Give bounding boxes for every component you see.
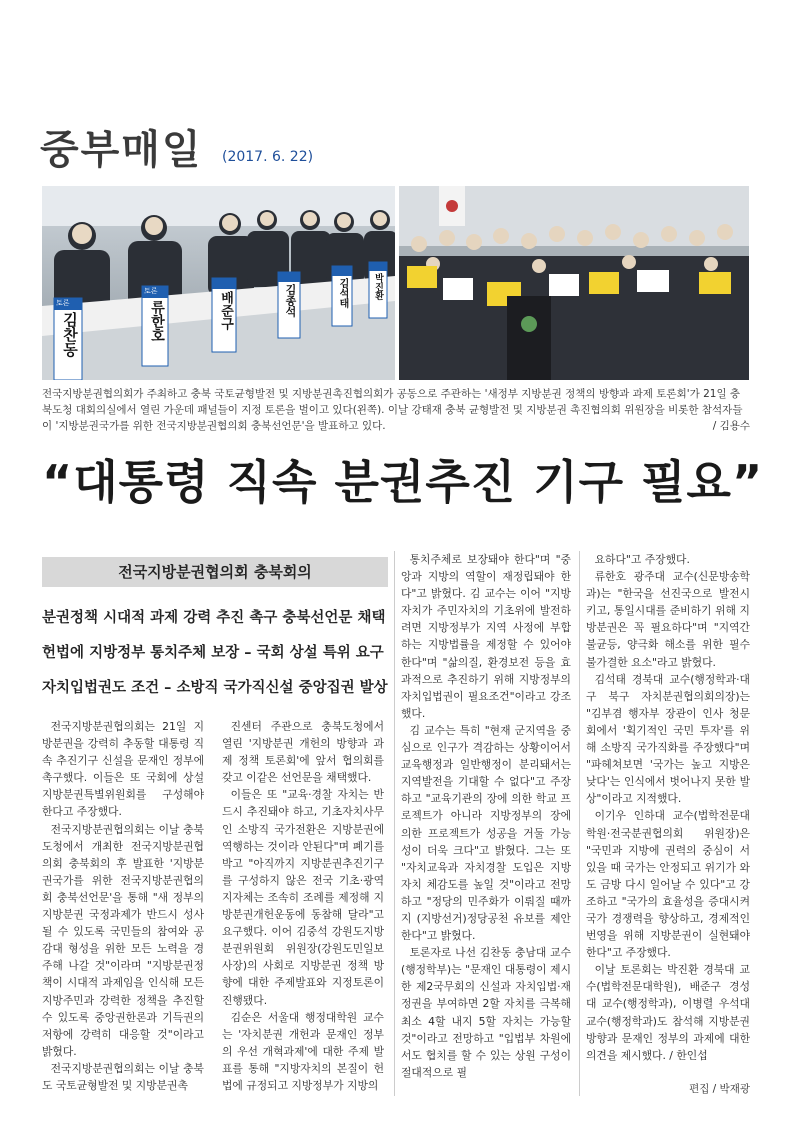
column-divider <box>394 551 395 1096</box>
headline: “대통령 직속 분권추진 기구 필요” <box>42 455 764 509</box>
paragraph: 김석태 경북대 교수(행정학과·대구 북구 자치분권협의회의장)는 "김부겸 행자부 장관이 인사 청문회에서 '획기적인 국민 투자'를 위해 소방직 국가직화를 주장했다"며 "파헤쳐보면 '국가는 높고 지방은 낮다'는 인식에서 벗어나지 못한 발상"이라고 지적했다. <box>586 672 750 806</box>
nameplate-label: 박진환 <box>373 273 383 300</box>
kicker: 전국지방분권협의회 충북회의 <box>42 557 388 587</box>
nameplate-tag: 토론 <box>56 299 70 307</box>
paragraph: 김 교수는 특히 "현재 군지역을 중심으로 인구가 격감하는 상황이어서 교육행정과 일반행정이 분리돼서는 지역발전을 기대할 수 없다"고 주장하고 "교육기관의 장에 의한 학교 프로젝트가 아니라 지방정부의 장에 의한 프로젝트가 성공을 거둘 가능성이 더욱 크다"고 밝혔다. 그는 또 "자치교육과 자치경찰 도입은 지방자치 체감도를 높일 것"이라고 전망하고 "정당의 민주화가 이뤄질 때까지 (지방선거)정당공천 유보를 제안한다"고 밝혔다. <box>401 723 571 943</box>
body-column-3 <box>401 551 571 1091</box>
paragraph: 이기우 인하대 교수(법학전문대학원·전국분권협의회 위원장)은 "국민과 지방에 권력의 중심이 서 있을 때 국가는 안정되고 위기가 와도 금방 다시 일어날 수 있다"고 강조하고 "국가의 효율성을 증대시켜 국가 경쟁력을 향상하고, 경제적인 번영을 위해 지방분권이 실현돼야 한다"고 주장했다. <box>586 809 750 960</box>
declaration-photo <box>399 186 749 380</box>
paragraph: 토론자로 나선 김찬동 충남대 교수(행정학부)는 "문재인 대통령이 제시한 제2국무회의 신설과 자치입법·재정권을 부여하면 2할 자치를 극복해 최소 4할 내지 5할 자치는 가능할 것"이라고 전망하고 "입법부 차원에서도 협치를 할 수 있는 상원 구성이 절대적으로 필 <box>401 946 571 1079</box>
panel-discussion-photo <box>42 186 395 380</box>
nameplate-label: 류한호 <box>149 300 165 342</box>
nameplate-label: 배준구 <box>218 291 233 330</box>
nameplate-label: 김석태 <box>337 278 348 308</box>
photo-caption <box>42 386 750 434</box>
editor-credit: 편집 / 박재광 <box>689 1083 750 1095</box>
paragraph: 김순은 서울대 행정대학원 교수는 '자치분권 개헌과 문재인 정부의 우선 개혁과제'에 대한 주제 발표를 통해 "지방자치의 본질이 헌법에 규정되고 지방정부가 지방의 <box>222 1010 384 1092</box>
body-column-4 <box>586 551 750 1071</box>
publication-date: (2017. 6. 22) <box>222 149 314 165</box>
photo-credit: / 김용수 <box>712 420 750 432</box>
paragraph: 요하다"고 주장했다. <box>594 553 690 566</box>
column-divider <box>579 551 580 1096</box>
body-column-2 <box>222 718 384 1096</box>
paragraph: 진센터 주관으로 충북도청에서 열린 '지방분권 개헌의 방향과 과제 정책 토론회'에 앞서 협의회를 갖고 이같은 선언문을 채택했다. <box>222 720 384 785</box>
newspaper-logo: 중부매일 <box>40 127 203 173</box>
body-column-1 <box>42 718 204 1096</box>
nameplate-tag: 토론 <box>144 287 158 295</box>
nameplate-label: 김종석 <box>284 284 297 317</box>
paragraph: 이들은 또 "교육·경찰 자치는 반드시 추진돼야 하고, 기초자치사무인 소방직 국가전환은 지방분권에 역행하는 것이라 안된다"며 폐기를 박고 "아직까지 지방분권추진기구를 구성하지 않은 전국 기초·광역지자체는 조속히 조례를 제정해 지방분권개헌운동에 동참해 달라"고 요구했다. 이어 김중석 강원도지방분권위원회 위원장(강원도민일보 사장)의 사회로 지방분권 정책 방향에 대한 주제발표와 지정토론이 진행됐다. <box>222 788 384 1007</box>
paragraph: 이날 토론회는 박진환 경북대 교수(법학전문대학원), 배준구 경성대 교수(행정학과), 이병렬 우석대 교수(행정학과)도 참석해 지방분권 방향과 문재인 정부의 과제에 대한 의견을 제시했다. / 한인섭 <box>586 963 750 1062</box>
caption-text: 전국지방분권협의회가 주최하고 충북 국토균형발전 및 지방분권촉진협의회가 공동으로 주관하는 '새정부 지방분권 정책의 방향과 과제 토론회'가 21일 충북도청 대회의실에서 열린 가운데 패널들이 지정 토론을 벌이고 있다(왼쪽). 이날 강태재 충북 균형발전 및 지방분권 촉진협의회 위원장을 비롯한 참석자들이 '지방분권국가를 위한 전국지방분권협의회 충북선언문'을 발표하고 있다. <box>42 388 743 432</box>
nameplate-label: 김찬동 <box>61 312 79 357</box>
paragraph: 전국지방분권협의회는 이날 충북도청에서 개최한 전국지방분권협의회 충북회의 후 발표한 '지방분권국가를 위한 전국지방분권협의회 충북선언문'을 통해 "새 정부의 지방분권 국정과제가 반드시 성사될 수 있도록 국민들의 참여와 공감대 형성을 위한 모든 노력을 경주해 나갈 것"이라며 "지방분권정책이 시대적 과제임을 인식해 모든 지방주민과 강력한 정책을 추진할 수 있도록 중앙권한론과 기득권의 저항에 강력히 대응할 것"이라고 밝혔다. <box>42 822 204 1058</box>
paragraph: 류한호 광주대 교수(신문방송학과)는 "한국을 선진국으로 발전시키고, 통일시대를 준비하기 위해 지방분권은 꼭 필요하다"며 "지역간 불균등, 양극화 해소를 위한 필수 불가결한 요소"라고 밝혔다. <box>586 570 750 669</box>
subheadline: 분권정책 시대적 과제 강력 추진 촉구 충북선언문 채택 <box>42 609 386 626</box>
subheadline: 헌법에 지방정부 통치주체 보장 – 국회 상설 특위 요구 <box>42 644 384 661</box>
subheadline: 자치입법권도 조건 – 소방직 국가직신설 중앙집권 발상 <box>42 679 388 696</box>
paragraph: 통치주체로 보장돼야 한다"며 "중앙과 지방의 역할이 재정립돼야 한다"고 밝혔다. 김 교수는 이어 "지방자치가 주민자치의 기초위에 발전하려면 지방정부가 지역 사정에 부합하는 지방법률을 제정할 수 있어야 한다"며 "삶의질, 환경보전 등을 효과적으로 추진하기 위해 지방정부의 자치입법권이 필요조건"이라고 강조했다. <box>401 553 571 720</box>
paragraph: 전국지방분권협의회는 이날 충북도 국토균형발전 및 지방분권촉 <box>42 1061 204 1092</box>
paragraph: 전국지방분권협의회는 21일 지방분권을 강력히 추동할 대통령 직속 추진기구 신설을 문재인 정부에 촉구했다. 이들은 또 국회에 상설 지방분권특별위원회를 구성해야 한다고 주장했다. <box>42 720 204 819</box>
